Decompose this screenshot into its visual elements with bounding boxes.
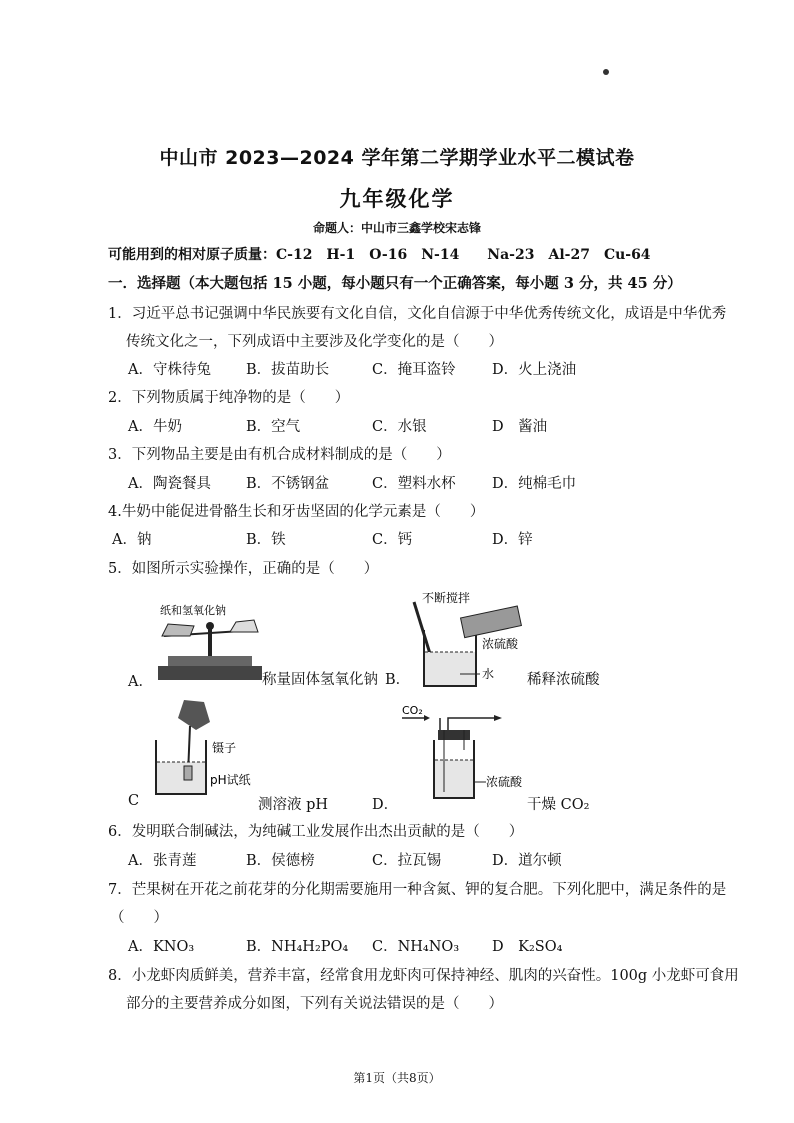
q2-option-b: B．空气	[246, 419, 301, 435]
weighing-paper-right	[230, 620, 258, 632]
q6-option-c: C．拉瓦锡	[372, 853, 442, 869]
q7-option-a: A．KNO₃	[128, 939, 195, 955]
q8-stem-line1: 8．小龙虾肉质鲜美，营养丰富，经常食用龙虾肉可保持神经、肌肉的兴奋性。100g 小龙虾可食用	[108, 968, 739, 984]
figure-c-paper-label: pH试纸	[210, 773, 251, 787]
figure-balance	[150, 600, 270, 690]
q1-option-c: C．掩耳盗铃	[372, 362, 456, 378]
q1-option-d: D．火上浇油	[492, 362, 577, 378]
q4-option-c: C．钙	[372, 532, 413, 548]
q5-stem: 5．如图所示实验操作，正确的是（ ）	[108, 561, 379, 577]
q2-option-c: C．水银	[372, 419, 427, 435]
q6-option-a: A．张青莲	[128, 853, 197, 869]
q5-option-d-letter: D．	[372, 797, 399, 813]
q3-stem: 3．下列物品主要是由有机合成材料制成的是（ ）	[108, 447, 451, 463]
q2-option-d: D 酱油	[492, 419, 548, 435]
exam-author: 命题人：中山市三鑫学校宋志锋	[312, 221, 481, 235]
figure-d-gas-label: CO₂	[402, 704, 423, 717]
q4-stem: 4.牛奶中能促进骨骼生长和牙齿坚固的化学元素是（ ）	[108, 504, 485, 520]
q1-stem-line1: 1．习近平总书记强调中华民族要有文化自信，文化自信源于中华优秀传统文化，成语是中华优秀	[108, 306, 727, 322]
q3-option-d: D．纯棉毛巾	[492, 476, 577, 492]
exam-title: 中山市 2023—2024 学年第二学期学业水平二模试卷	[159, 147, 635, 169]
weighing-paper-left	[162, 624, 194, 636]
q5-option-b-letter: B．	[385, 672, 411, 688]
ph-paper	[184, 766, 192, 780]
figure-ph-test	[148, 696, 288, 796]
q7-option-b: B．NH₄H₂PO₄	[246, 939, 349, 955]
q7-option-c: C．NH₄NO₃	[372, 939, 460, 955]
q1-stem-line2: 传统文化之一，下列成语中主要涉及化学变化的是（ ）	[126, 334, 503, 350]
q5-option-c-letter: C	[128, 793, 140, 809]
acid-bottle	[461, 606, 522, 638]
q7-stem-line1: 7．芒果树在开花之前花芽的分化期需要施用一种含氮、钾的复合肥。下列化肥中，满足条件的是	[108, 882, 727, 898]
q4-option-d: D．锌	[492, 532, 533, 548]
q7-stem-line2: （ ）	[110, 910, 168, 926]
q2-option-a: A．牛奶	[128, 419, 182, 435]
q6-option-d: D．道尔顿	[492, 853, 562, 869]
q3-option-c: C．塑料水杯	[372, 476, 456, 492]
q5-option-a-letter: A．	[128, 674, 153, 690]
figure-dilution	[400, 590, 540, 690]
figure-a-label: 纸和氢氧化钠	[160, 604, 226, 617]
scan-speck	[603, 69, 609, 75]
tweezers-hand	[178, 700, 210, 730]
q7-option-d: D K₂SO₄	[492, 939, 563, 955]
q1-option-b: B．拔苗助长	[246, 362, 330, 378]
q6-stem: 6．发明联合制碱法，为纯碱工业发展作出杰出贡献的是（ ）	[108, 824, 524, 840]
q6-option-b: B．侯德榜	[246, 853, 315, 869]
page-footer: 第1页（共8页）	[353, 1071, 441, 1085]
exam-subtitle: 九年级化学	[339, 187, 455, 211]
rubber-stopper	[438, 730, 470, 740]
q5-option-c-label: 测溶液 pH	[258, 797, 329, 813]
figure-gas-drying	[400, 700, 540, 800]
figure-c-tweezers-label: 镊子	[212, 741, 237, 755]
figure-b-water-label: 水	[482, 667, 495, 681]
q5-option-b-label: 稀释浓硫酸	[527, 672, 600, 688]
figure-d-acid-label: 浓硫酸	[486, 775, 523, 789]
q1-option-a: A．守株待兔	[128, 362, 211, 378]
figure-b-acid-label: 浓硫酸	[482, 637, 519, 651]
q4-option-a: A．钠	[112, 532, 152, 548]
atomic-masses: 可能用到的相对原子质量：C-12 H-1 O-16 N-14 Na-23 Al-27 Cu-64	[108, 247, 651, 263]
balance-base	[158, 666, 262, 680]
q2-stem: 2．下列物质属于纯净物的是（ ）	[108, 390, 350, 406]
q8-stem-line2: 部分的主要营养成分如图，下列有关说法错误的是（ ）	[126, 996, 503, 1012]
figure-b-stir-label: 不断搅拌	[422, 591, 471, 605]
q5-option-a-label: 称量固体氢氧化钠	[262, 672, 378, 688]
q5-option-d-label: 干燥 CO₂	[527, 797, 590, 813]
section-heading: 一．选择题（本大题包括 15 小题，每小题只有一个正确答案，每小题 3 分，共 45 分）	[108, 275, 682, 292]
q3-option-a: A．陶瓷餐具	[128, 476, 211, 492]
q3-option-b: B．不锈钢盆	[246, 476, 330, 492]
q4-option-b: B．铁	[246, 532, 286, 548]
